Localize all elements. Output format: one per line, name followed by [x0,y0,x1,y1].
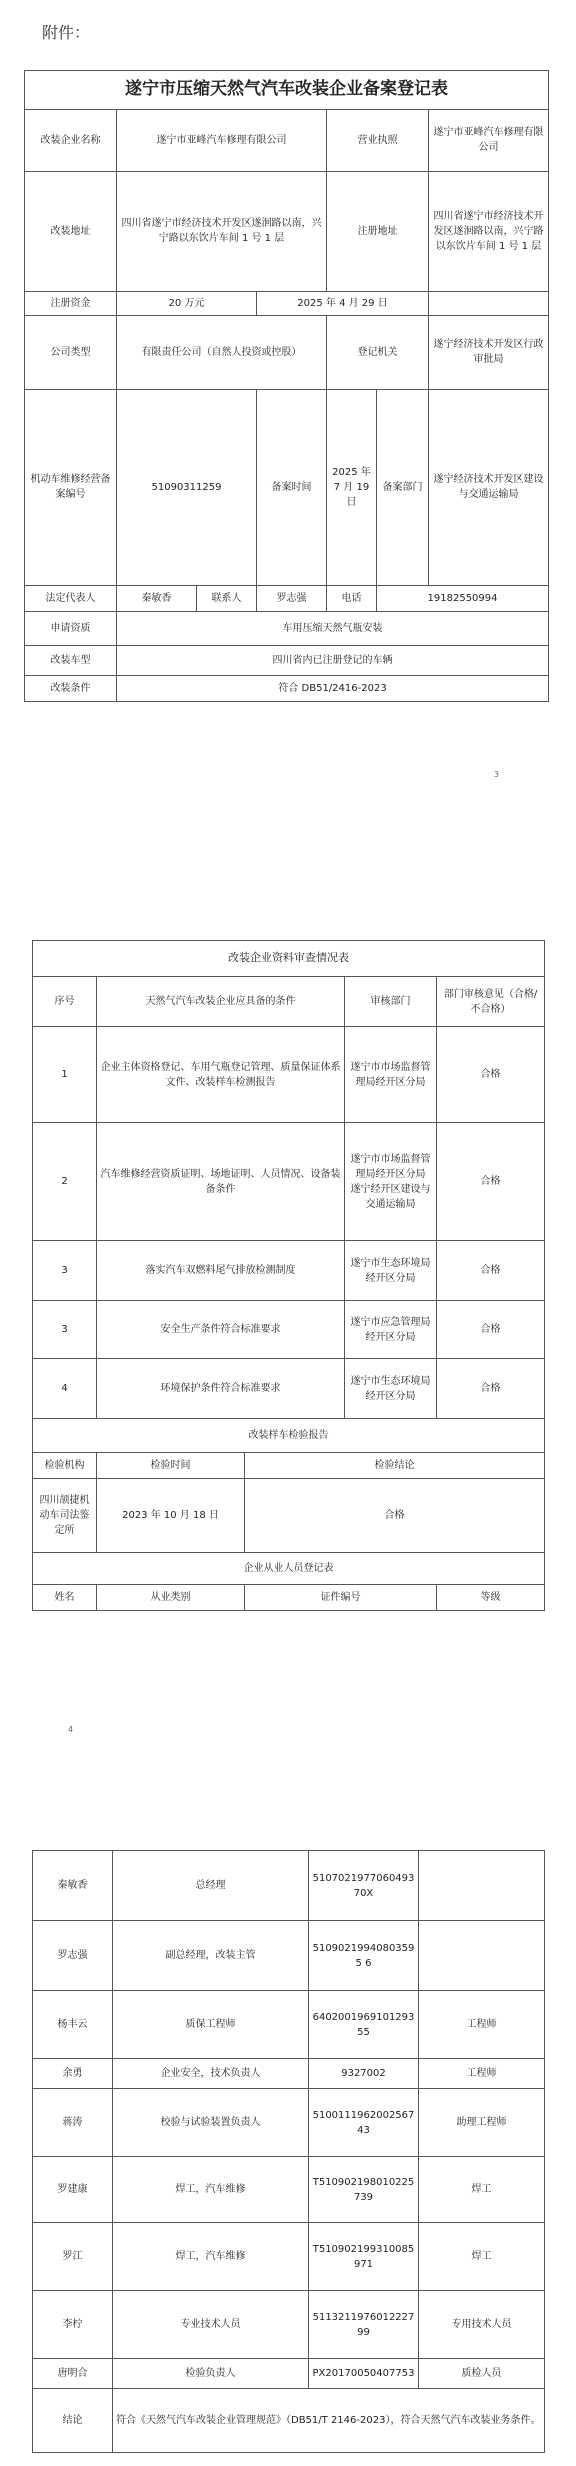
staff-level [419,1921,545,1991]
review-row-cond: 落实汽车双燃料尾气排放检测制度 [97,1241,345,1301]
review-header-result: 部门审核意见（合格/不合格） [437,977,545,1027]
review-table [32,940,545,1611]
contact-label: 联系人 [197,585,257,611]
record-no-value: 51090311259 [117,389,257,585]
review-row-no: 1 [33,1027,97,1123]
company-type-value: 有限责任公司（自然人投资或控股） [117,315,327,389]
company-label: 改装企业名称 [25,109,117,171]
staff-id: 640200196910129355 [309,1991,419,2059]
staff-level: 焊工 [419,2223,545,2291]
sample-header-time: 检验时间 [97,1453,245,1479]
record-dept-label: 备案部门 [377,389,429,585]
review-row-result: 合格 [437,1359,545,1419]
staff-role: 焊工，汽车维修 [113,2157,309,2223]
conclusion-label: 结论 [33,2389,113,2453]
license-value: 遂宁市亚峰汽车修理有限公司 [429,109,549,171]
staff-id: T510902198010225739 [309,2157,419,2223]
review-row-cond: 汽车维修经营资质证明、场地证明、人员情况、设备装备条件 [97,1123,345,1241]
registration-date: 2025 年 4 月 29 日 [257,291,429,315]
staff-table [32,1850,545,2453]
review-row-dept: 遂宁市生态环境局经开区分局 [345,1241,437,1301]
capital-value: 20 万元 [117,291,257,315]
review-row-cond: 环境保护条件符合标准要求 [97,1359,345,1419]
staff-id: 51090219940803595 6 [309,1921,419,1991]
review-row-dept: 遂宁市生态环境局经开区分局 [345,1359,437,1419]
conclusion-value: 符合《天然气汽车改装企业管理规范》（DB51/T 2146-2023），符合天然气汽车改装业务条件。 [113,2389,545,2453]
review-row-result: 合格 [437,1301,545,1359]
review-row-result: 合格 [437,1027,545,1123]
address-value: 四川省遂宁市经济技术开发区遂洄路以南，兴宁路以东饮片车间 1 号 1 层 [117,171,327,291]
record-dept-value: 遂宁经济技术开发区建设与交通运输局 [429,389,549,585]
staff-name: 李柠 [33,2291,113,2359]
staff-role: 企业安全，技术负责人 [113,2059,309,2089]
address-label: 改装地址 [25,171,117,291]
staff-role: 校验与试验装置负责人 [113,2089,309,2157]
sample-title: 改装样车检验报告 [33,1419,545,1453]
staff-role: 专业技术人员 [113,2291,309,2359]
record-no-label: 机动车维修经营备案编号 [25,389,117,585]
registration-title: 遂宁市压缩天然气汽车改装企业备案登记表 [25,71,549,110]
sample-header-org: 检验机构 [33,1453,97,1479]
staff-header-name: 姓名 [33,1585,97,1611]
staff-name: 罗江 [33,2223,113,2291]
review-row-cond: 安全生产条件符合标准要求 [97,1301,345,1359]
staff-name: 蒋涛 [33,2089,113,2157]
staff-level: 助理工程师 [419,2089,545,2157]
staff-header-level: 等级 [437,1585,545,1611]
legal-rep-value: 秦敏香 [117,585,197,611]
company-value: 遂宁市亚峰汽车修理有限公司 [117,109,327,171]
attachment-label: 附件： [42,23,91,42]
staff-level: 工程师 [419,2059,545,2089]
staff-header-role: 从业类别 [97,1585,245,1611]
review-row-no: 3 [33,1241,97,1301]
review-row-cond: 企业主体资格登记、车用气瓶登记管理、质量保证体系文件、改装样车检测报告 [97,1027,345,1123]
sample-result: 合格 [245,1479,545,1553]
license-label: 营业执照 [327,109,429,171]
review-header-no: 序号 [33,977,97,1027]
staff-name: 杨丰云 [33,1991,113,2059]
staff-level [419,1851,545,1921]
review-row-dept: 遂宁市应急管理局经开区分局 [345,1301,437,1359]
reg-org-value: 遂宁经济技术开发区行政审批局 [429,315,549,389]
staff-name: 罗建康 [33,2157,113,2223]
reg-address-value: 四川省遂宁市经济技术开发区遂洄路以南，兴宁路以东饮片车间 1 号 1 层 [429,171,549,291]
staff-level: 专用技术人员 [419,2291,545,2359]
staff-role: 副总经理，改装主管 [113,1921,309,1991]
legal-rep-label: 法定代表人 [25,585,117,611]
registration-table [24,70,549,702]
reg-org-label: 登记机关 [327,315,429,389]
qualification-value: 车用压缩天然气瓶安装 [117,611,549,645]
staff-name: 罗志强 [33,1921,113,1991]
page-number: 4 [68,1725,74,1734]
review-header-cond: 天然气汽车改装企业应具备的条件 [97,977,345,1027]
staff-id: T510902199310085971 [309,2223,419,2291]
review-header-dept: 审核部门 [345,977,437,1027]
capital-label: 注册资金 [25,291,117,315]
staff-name: 秦敏香 [33,1851,113,1921]
vehicle-type-value: 四川省内已注册登记的车辆 [117,645,549,675]
review-row-no: 3 [33,1301,97,1359]
company-type-label: 公司类型 [25,315,117,389]
staff-name: 唐明合 [33,2359,113,2389]
record-time-label: 备案时间 [257,389,327,585]
contact-value: 罗志强 [257,585,327,611]
staff-id: 510011196200256743 [309,2089,419,2157]
staff-role: 检验负责人 [113,2359,309,2389]
staff-name: 余勇 [33,2059,113,2089]
staff-level: 质检人员 [419,2359,545,2389]
staff-id: 511321197601222799 [309,2291,419,2359]
staff-role: 焊工，汽车维修 [113,2223,309,2291]
condition-value: 符合 DB51/2416-2023 [117,675,549,701]
review-row-result: 合格 [437,1241,545,1301]
staff-title: 企业从业人员登记表 [33,1553,545,1585]
review-title: 改装企业资料审查情况表 [33,941,545,977]
staff-id: 9327002 [309,2059,419,2089]
review-row-dept: 遂宁市市场监督管理局经开区分局 遂宁经开区建设与交通运输局 [345,1123,437,1241]
review-row-result: 合格 [437,1123,545,1241]
sample-time: 2023 年 10 月 18 日 [97,1479,245,1553]
staff-level: 焊工 [419,2157,545,2223]
reg-address-label: 注册地址 [327,171,429,291]
page-number: 3 [494,770,500,779]
review-row-dept: 遂宁市市场监督管理局经开区分局 [345,1027,437,1123]
phone-value: 19182550994 [377,585,549,611]
sample-org: 四川颉捷机动车司法鉴定所 [33,1479,97,1553]
record-time-value: 2025 年 7 月 19 日 [327,389,377,585]
sample-header-result: 检验结论 [245,1453,545,1479]
qualification-label: 申请资质 [25,611,117,645]
staff-id: 510702197706049370X [309,1851,419,1921]
vehicle-type-label: 改装车型 [25,645,117,675]
staff-role: 总经理 [113,1851,309,1921]
staff-header-id: 证件编号 [245,1585,437,1611]
staff-role: 质保工程师 [113,1991,309,2059]
review-row-no: 2 [33,1123,97,1241]
review-row-no: 4 [33,1359,97,1419]
phone-label: 电话 [327,585,377,611]
staff-id: PX20170050407753 [309,2359,419,2389]
condition-label: 改装条件 [25,675,117,701]
staff-level: 工程师 [419,1991,545,2059]
